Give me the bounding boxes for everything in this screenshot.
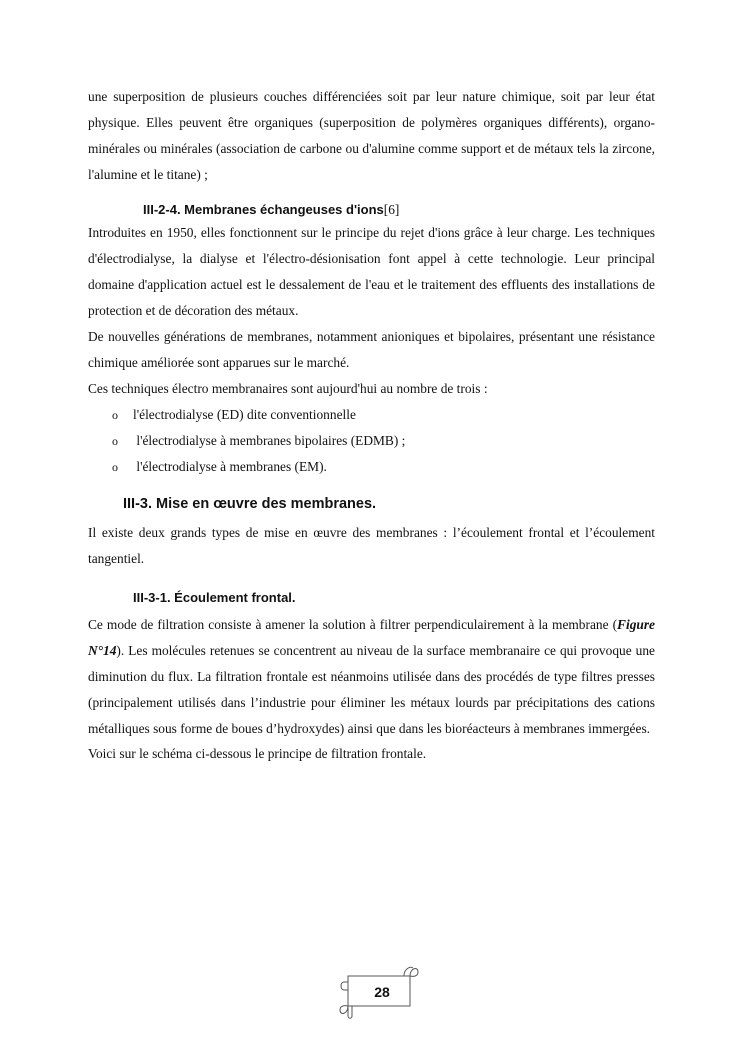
paragraph-membrane-layers: une superposition de plusieurs couches différenciées soit par leur nature chimique, soit par leur état physique. Elles peuvent être organiques (superposition de polymères organiques différents), organo-minérales ou minérales (association de carbone ou d'alumine comme support et de métaux tels la zircone, l'alumine et le titane) ; xyxy=(88,89,655,182)
paragraph-new-generations: De nouvelles générations de membranes, notamment anioniques et bipolaires, présentant une résistance chimique améliorée sont apparues sur le marché. xyxy=(88,329,655,370)
paragraph-diagram-intro: Voici sur le schéma ci-dessous le principe de filtration frontale. xyxy=(88,746,427,761)
text-segment: ). Les molécules retenues se concentrent au niveau de la surface membranaire ce qui provoque une diminution du flux. La filtration frontale est néanmoins utilisée dans des procédés de type filtres presses (principalement utilisés dans l’industrie pour éliminer les métaux lourds par précipitations des cations métalliques sous forme de boues d’hydroxydes) ainsi que dans les bioréacteurs à membranes immergées. xyxy=(88,643,655,736)
list-item-text: l'électrodialyse à membranes (EM). xyxy=(133,459,327,474)
list-item xyxy=(88,428,655,454)
paragraph-three-techniques: Ces techniques électro membranaires sont aujourd'hui au nombre de trois : xyxy=(88,381,488,396)
page-number-scroll xyxy=(338,962,420,1020)
bullet-circle-icon: o xyxy=(112,408,118,422)
heading-ion-exchange-title: III-2-4. Membranes échangeuses d'ions xyxy=(143,202,384,217)
document-page xyxy=(88,84,655,766)
list-item-text: l'électrodialyse à membranes bipolaires (EDMB) ; xyxy=(133,433,406,448)
figure-reference: Figure N°14 xyxy=(88,617,655,658)
text-segment: Ce mode de filtration consiste à amener la solution à filtrer perpendiculairement à la membrane ( xyxy=(88,617,618,632)
heading-membrane-implementation: III-3. Mise en œuvre des membranes. xyxy=(123,496,377,512)
paragraph-frontal-filtration xyxy=(88,612,655,742)
heading-ion-exchange-membranes xyxy=(88,200,655,220)
paragraph-ion-exchange-intro: Introduites en 1950, elles fonctionnent sur le principe du rejet d'ions grâce à leur charge. Les techniques d'électrodialyse, la dialyse et l'électro-désionisation font appel à cette technologie. Leur principal domaine d'application actuel est le dessalement de l'eau et le traitement des effluents des installations de protection et de décoration des métaux. xyxy=(88,225,655,318)
bullet-circle-icon: o xyxy=(112,460,118,474)
technique-list xyxy=(88,402,655,480)
bullet-circle-icon: o xyxy=(112,434,118,448)
list-item xyxy=(88,454,655,480)
citation-ref: [6] xyxy=(383,202,400,217)
list-item-text: l'électrodialyse (ED) dite conventionnelle xyxy=(133,407,356,422)
list-item xyxy=(88,402,655,428)
heading-frontal-flow: III-3-1. Écoulement frontal. xyxy=(133,590,296,605)
page-number: 28 xyxy=(374,984,390,1000)
paragraph-flow-types: Il existe deux grands types de mise en œuvre des membranes : l’écoulement frontal et l’écoulement tangentiel. xyxy=(88,525,655,566)
